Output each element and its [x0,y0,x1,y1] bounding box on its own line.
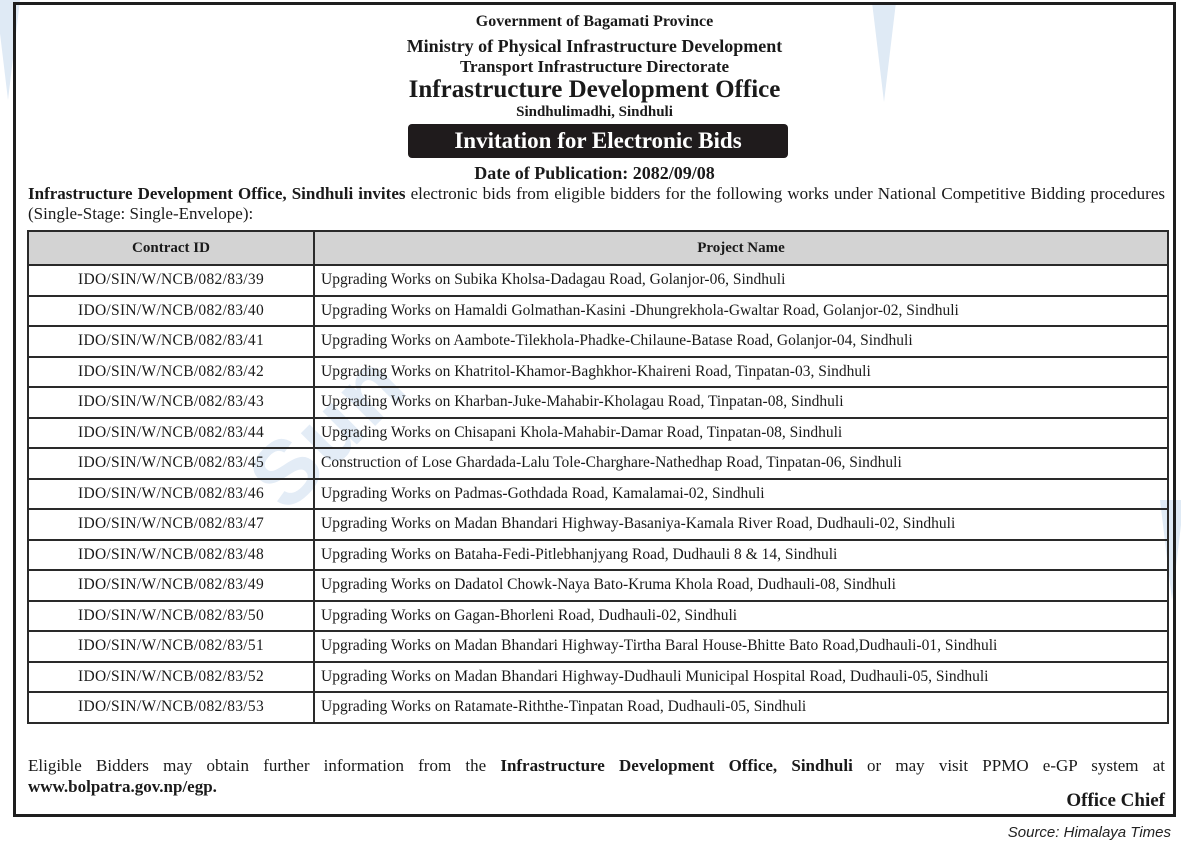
contract-id: IDO/SIN/W/NCB/082/83/44 [28,418,314,449]
contract-id: IDO/SIN/W/NCB/082/83/45 [28,448,314,479]
table-row [28,448,1168,479]
contract-id: IDO/SIN/W/NCB/082/83/42 [28,357,314,388]
contract-id: IDO/SIN/W/NCB/082/83/50 [28,601,314,632]
table-row [28,479,1168,510]
project-name: Upgrading Works on Kharban-Juke-Mahabir-Kholagau Road, Tinpatan-08, Sindhuli [314,387,1168,418]
intro-lead: Infrastructure Development Office, Sindhuli invites [28,184,406,203]
table-row [28,692,1168,723]
table-row [28,570,1168,601]
source-credit: Source: Himalaya Times [1007,824,1171,841]
project-name: Upgrading Works on Chisapani Khola-Mahabir-Damar Road, Tinpatan-08, Sindhuli [314,418,1168,449]
contract-id: IDO/SIN/W/NCB/082/83/53 [28,692,314,723]
table-row [28,601,1168,632]
contract-id: IDO/SIN/W/NCB/082/83/48 [28,540,314,571]
egp-url-link[interactable]: www.bolpatra.gov.np/egp. [28,777,217,796]
contract-id: IDO/SIN/W/NCB/082/83/52 [28,662,314,693]
column-header-project-name: Project Name [314,231,1168,265]
notice-frame [13,2,1176,817]
table-row [28,631,1168,662]
intro-body: electronic bids from eligible bidders for the following works under National Competitive Bidding procedures (Single-Stage: Single-Envelope): [28,184,1165,223]
project-name: Upgrading Works on Gagan-Bhorleni Road, Dudhauli-02, Sindhuli [314,601,1168,632]
notice-title-banner: Invitation for Electronic Bids [408,124,788,158]
table-row [28,296,1168,327]
project-name: Upgrading Works on Bataha-Fedi-Pitlebhanjyang Road, Dudhauli 8 & 14, Sindhuli [314,540,1168,571]
project-name: Upgrading Works on Ratamate-Riththe-Tinpatan Road, Dudhauli-05, Sindhuli [314,692,1168,723]
column-header-contract-id: Contract ID [28,231,314,265]
government-name: Government of Bagamati Province [475,13,714,30]
project-name: Upgrading Works on Dadatol Chowk-Naya Bato-Kruma Khola Road, Dudhauli-08, Sindhuli [314,570,1168,601]
table-row [28,357,1168,388]
project-name: Upgrading Works on Padmas-Gothdada Road, Kamalamai-02, Sindhuli [314,479,1168,510]
contract-id: IDO/SIN/W/NCB/082/83/43 [28,387,314,418]
footer-office: Infrastructure Development Office, Sindhuli [500,756,853,775]
project-name: Upgrading Works on Madan Bhandari Highway-Basaniya-Kamala River Road, Dudhauli-02, Sindhuli [314,509,1168,540]
contract-id: IDO/SIN/W/NCB/082/83/41 [28,326,314,357]
table-row [28,326,1168,357]
contract-id: IDO/SIN/W/NCB/082/83/39 [28,265,314,296]
office-location: Sindhulimadhi, Sindhuli [516,104,673,120]
directorate-name: Transport Infrastructure Directorate [459,57,730,76]
signoff: Office Chief [1066,790,1165,811]
footer-text-after: or may visit PPMO e-GP system at [852,756,1165,775]
contract-id: IDO/SIN/W/NCB/082/83/49 [28,570,314,601]
table-row [28,540,1168,571]
table-row [28,418,1168,449]
table-row [28,265,1168,296]
table-row [28,509,1168,540]
project-name: Upgrading Works on Khatritol-Khamor-Baghkhor-Khaireni Road, Tinpatan-03, Sindhuli [314,357,1168,388]
project-name: Upgrading Works on Subika Kholsa-Dadagau Road, Golanjor-06, Sindhuli [314,265,1168,296]
footer-paragraph [28,755,1165,777]
footer-text-before: Eligible Bidders may obtain further information from the [28,756,501,775]
table-row [28,662,1168,693]
publication-date: Date of Publication: 2082/09/08 [474,163,715,183]
table-row [28,387,1168,418]
contract-id: IDO/SIN/W/NCB/082/83/46 [28,479,314,510]
intro-paragraph [28,184,1165,224]
project-name: Upgrading Works on Hamaldi Golmathan-Kasini -Dhungrekhola-Gwaltar Road, Golanjor-02, Sindhuli [314,296,1168,327]
project-name: Construction of Lose Ghardada-Lalu Tole-Charghare-Nathedhap Road, Tinpatan-06, Sindhuli [314,448,1168,479]
office-name: Infrastructure Development Office [408,76,781,103]
watermark-text: Sun [230,333,426,529]
contract-id: IDO/SIN/W/NCB/082/83/51 [28,631,314,662]
project-name: Upgrading Works on Aambote-Tilekhola-Phadke-Chilaune-Batase Road, Golanjor-04, Sindhuli [314,326,1168,357]
bids-table [27,230,1169,724]
contract-id: IDO/SIN/W/NCB/082/83/40 [28,296,314,327]
project-name: Upgrading Works on Madan Bhandari Highway-Tirtha Baral House-Bhitte Bato Road,Dudhauli-01, Sindhuli [314,631,1168,662]
table-header-row [28,231,1168,265]
contract-id: IDO/SIN/W/NCB/082/83/47 [28,509,314,540]
ministry-name: Ministry of Physical Infrastructure Development [406,36,783,56]
project-name: Upgrading Works on Madan Bhandari Highway-Dudhauli Municipal Hospital Road, Dudhauli-05, Sindhuli [314,662,1168,693]
